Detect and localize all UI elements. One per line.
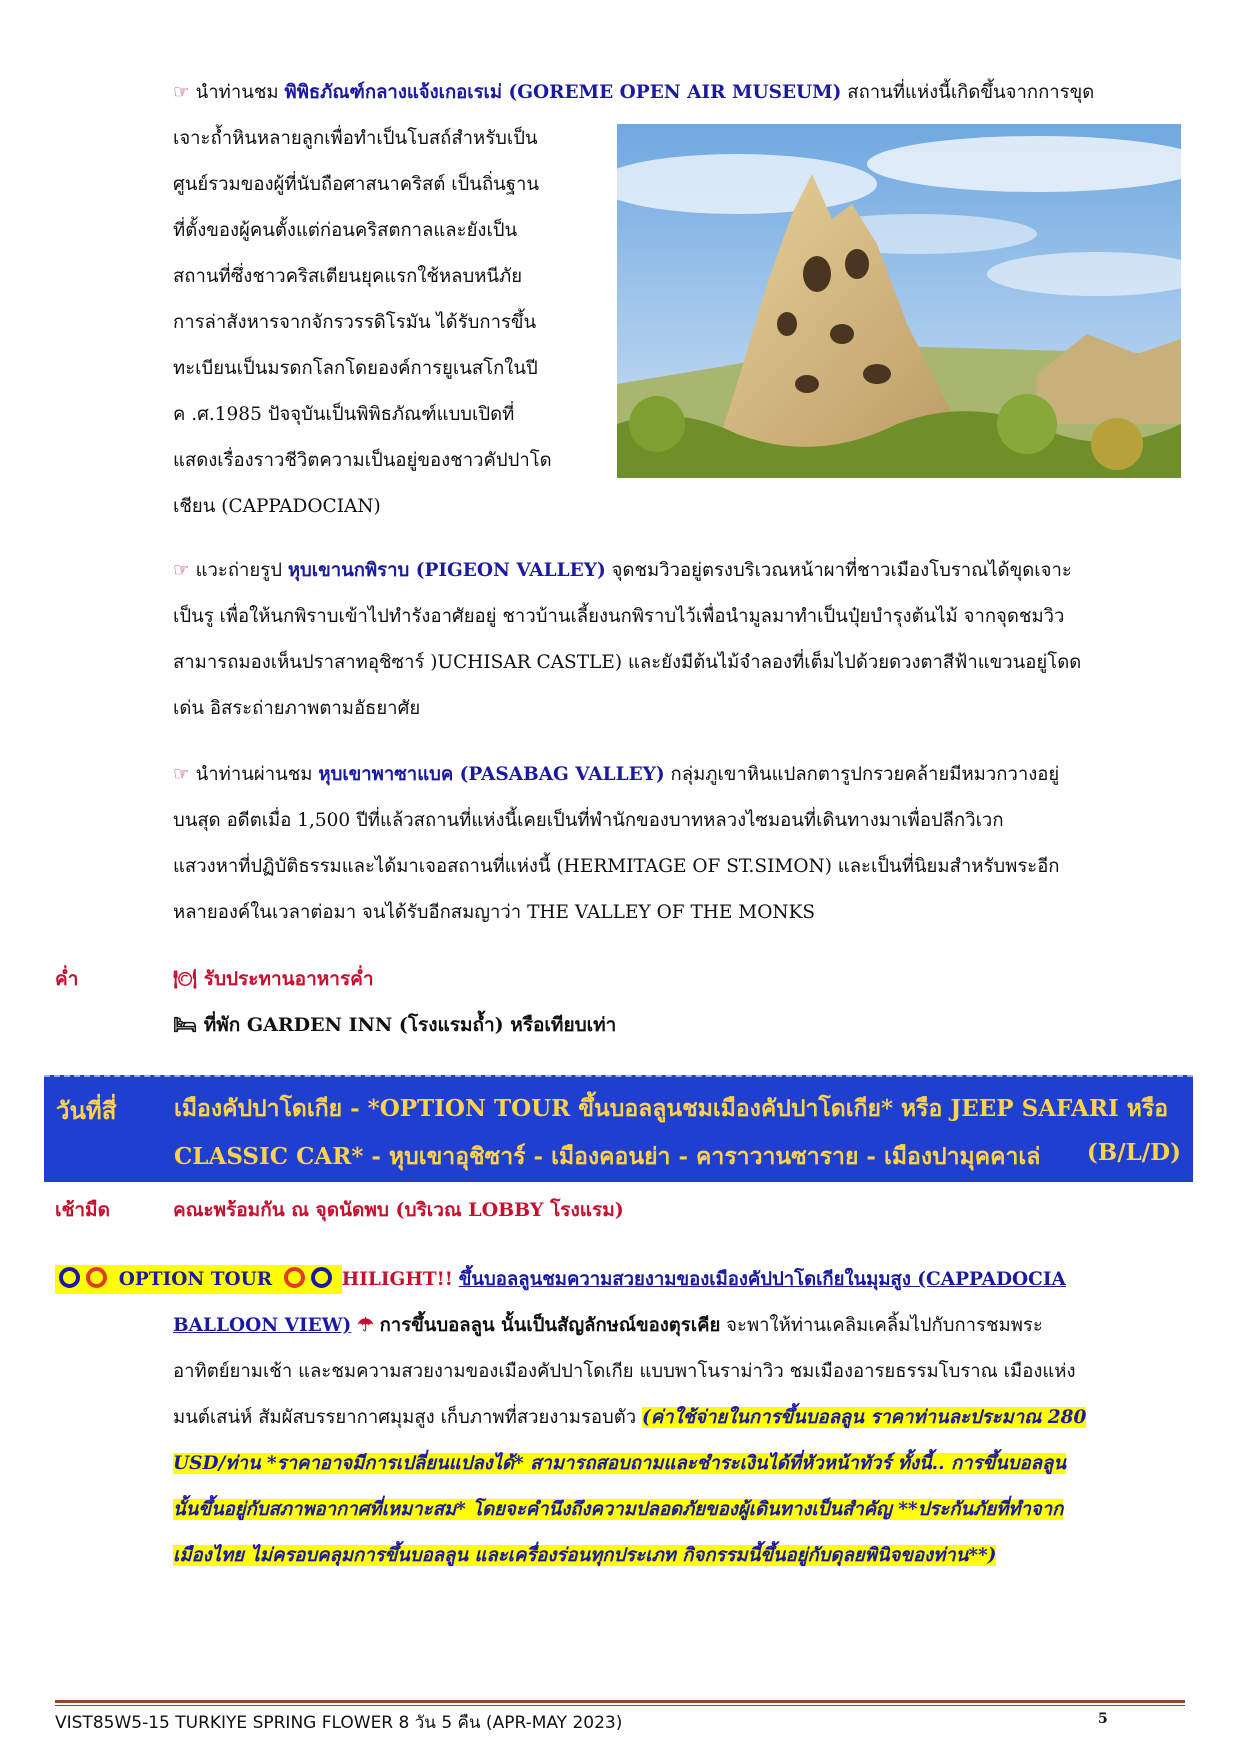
bed-icon: 🛏 <box>173 1014 198 1036</box>
day-route-line2: CLASSIC CAR* - หุบเขาอุชิซาร์ - เมืองคอนย่า - คาราวานซาราย - เมืองปามุคคาเล่ <box>174 1143 1041 1170</box>
option-tag: OPTION TOUR <box>55 1265 342 1294</box>
blue-circle-icon <box>59 1267 80 1288</box>
pointing-hand-icon: ☞ <box>173 82 190 103</box>
footer-text: VIST85W5-15 TURKIYE SPRING FLOWER 8 วัน 5 คืน (APR-MAY 2023) <box>55 1713 623 1733</box>
dinner-time: ค่ำ <box>55 968 79 990</box>
footer-rule <box>55 1700 1185 1703</box>
red-circle-icon <box>284 1267 305 1288</box>
hilight-label: HILIGHT!! <box>341 1269 453 1290</box>
dinner-line: 🍽 รับประทานอาหารค่ำ <box>173 968 374 990</box>
day-label: วันที่สี่ <box>56 1096 117 1125</box>
footer-rule-thin <box>55 1705 1185 1706</box>
day-banner <box>44 1075 1193 1182</box>
early-time: เช้ามืด <box>55 1199 110 1221</box>
hotel-line: 🛏 ที่พัก GARDEN INN (โรงแรมถ้ำ) หรือเทียบเท่า <box>173 1014 617 1036</box>
pasabag-label: หุบเขาพาซาแบค (PASABAG VALLEY) <box>318 764 665 785</box>
pigeon-label: หุบเขานกพิราบ (PIGEON VALLEY) <box>287 560 606 581</box>
blue-circle-icon <box>311 1267 332 1288</box>
goreme-label: พิพิธภัณฑ์กลางแจ้งเกอเรเม่ (GOREME OPEN AIR MUSEUM) <box>284 82 842 103</box>
goreme-body: เจาะถ้ำหินหลายลูกเพื่อทำเป็นโบสถ์สำหรับเป็น ศูนย์รวมของผู้ที่นับถือศาสนาคริสต์ เป็นถิ่นฐาน ที่ตั้งของผู้คนตั้งแต่ก่อนคริสตกาลและยังเป็น สถานที่ซึ่งชาวคริสเตียนยุคแรกใช้หลบหนีภัย การล่าสังหารจากจักรวรรดิโรมัน ได้รับการขึ้น ทะเบียนเป็นมรดกโลกโดยองค์การยูเนสโกในปี ค .ศ.1985 ปัจจุบันเป็นพิพิธภัณฑ์แบบเปิดที่ แสดงเรื่องราวชีวิตความเป็นอยู่ของชาวคัปปาโด เชียน (CAPPADOCIAN) <box>173 128 552 517</box>
pigeon-section: ☞ แวะถ่ายรูป หุบเขานกพิราบ (PIGEON VALLEY) จุดชมวิวอยู่ตรงบริเวณหน้าผาที่ชาวเมืองโบราณได้ขุดเจาะ เป็นรู เพื่อให้นกพิราบเข้าไปทำรังอาศัยอยู่ ชาวบ้านเลี้ยงนกพิราบไว้เพื่อนำมูลมาทำเป็นปุ๋ยบำรุงต้นไม้ จากจุดชมวิว สามารถมองเห็นปราสาทอุชิซาร์ )UCHISAR CASTLE) และยังมีต้นไม้จำลองที่เต็มไปด้วยดวงตาสีฟ้าแขวนอยู่โดด เด่น อิสระถ่ายภาพตามอัธยาศัย <box>173 560 1082 719</box>
day-meals: (B/L/D) <box>1086 1139 1181 1166</box>
day-route-line1: เมืองคัปปาโดเกีย - *OPTION TOUR ขึ้นบอลลูนชมเมืองคัปปาโดเกีย* หรือ JEEP SAFARI หรือ <box>174 1095 1169 1122</box>
red-circle-icon <box>86 1267 107 1288</box>
balloon-headline: ขึ้นบอลลูนชมความสวยงามของเมืองคัปปาโดเกียในมุมสูง (CAPPADOCIA <box>458 1269 1066 1290</box>
page-number: 5 <box>1098 1711 1108 1727</box>
pasabag-section: ☞ นำท่านผ่านชม หุบเขาพาซาแบค (PASABAG VALLEY) กลุ่มภูเขาหินแปลกตารูปกรวยคล้ายมีหมวกวางอยู่ บนสุด อดีตเมื่อ 1,500 ปีที่แล้วสถานที่แห่งนี้เคยเป็นที่พำนักของบาทหลวงไซมอนที่เดินทางมาเพื่อปลีกวิเวก แสวงหาที่ปฏิบัติธรรมและได้มาเจอสถานที่แห่งนี้ (HERMITAGE OF ST.SIMON) และเป็นที่นิยมสำหรับพระอีก หลายองค์ในเวลาต่อมา จนได้รับอีกสมญาว่า THE VALLEY OF THE MONKS <box>173 764 1060 923</box>
dinner-icon: 🍽 <box>173 968 198 990</box>
umbrella-icon: ☂ <box>357 1315 374 1336</box>
option-body: BALLOON VIEW) ☂ การขึ้นบอลลูน นั้นเป็นสัญลักษณ์ของตุรเคีย จะพาให้ท่านเคลิมเคลิ้มไปกับการชมพระ อาทิตย์ยามเช้า และชมความสวยงามของเมืองคัปปาโดเกีย แบบพาโนราม่าวิว ชมเมืองอารยธรรมโบราณ เมืองแห่ง มนต์เสน่ห์ สัมผัสบรรยากาศมุมสูง เก็บภาพที่สวยงามรอบตัว (ค่าใช้จ่ายในการขึ้นบอลลูน ราคาท่านละประมาณ 280 USD/ท่าน *ราคาอาจมีการเปลี่ยนแปลงได้* สามารถสอบถามและชำระเงินได้ที่หัวหน้าทัวร์ ทั้งนี้.. การขึ้นบอลลูน นั้นขึ้นอยู่กับสภาพอากาศที่เหมาะสม* โดยจะคำนึงถึงความปลอดภัยของผู้เดินทางเป็นสำคัญ **ประกันภัยที่ทำจาก เมืองไทย ไม่ครอบคลุมการขึ้นบอลลูน และเครื่องร่อนทุกประเภท กิจกรรมนี้ขึ้นอยู่กับดุลยพินิจของท่าน**) <box>173 1315 1087 1566</box>
goreme-line1: ☞ นำท่านชม พิพิธภัณฑ์กลางแจ้งเกอเรเม่ (GOREME OPEN AIR MUSEUM) สถานที่แห่งนี้เกิดขึ้นจากการขุด <box>173 82 1095 103</box>
goreme-photo <box>617 124 1181 478</box>
pointing-hand-icon: ☞ <box>173 764 190 785</box>
option-headline <box>55 1257 1181 1303</box>
early-text: คณะพร้อมกัน ณ จุดนัดพบ (บริเวณ LOBBY โรงแรม) <box>173 1199 624 1221</box>
pointing-hand-icon: ☞ <box>173 560 190 581</box>
